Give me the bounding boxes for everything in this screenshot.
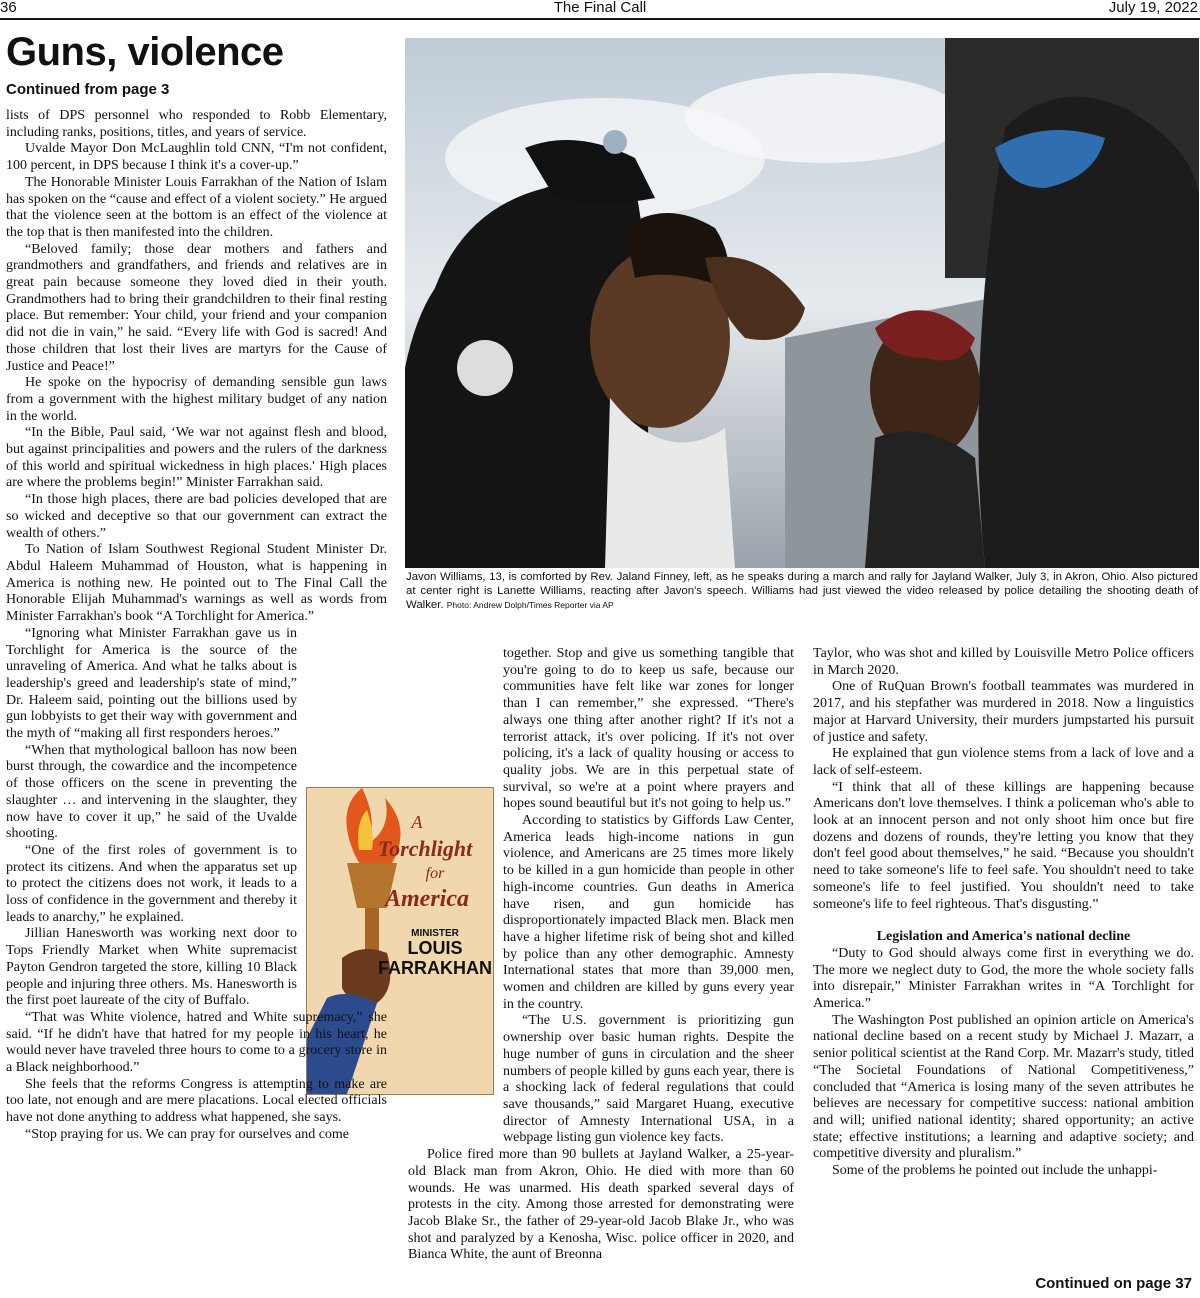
headline: Guns, violence — [6, 30, 284, 74]
paragraph: together. Stop and give us something tangible that you're going to do to keep us safe, because our communities have felt like war zones for longer than I can remember,” she expressed. “There's always one thing after another right? If it's not a terrorist attack, it's over policing. If it's not over policing, it's a lack of quality housing or access to quality jobs. We are in this perpetual state of survival, so we're at a point where prayers and hopes sound beautiful but it's not going to help us.” — [503, 646, 794, 812]
paragraph: “The U.S. government is prioritizing gun ownership over basic human rights. Despite the huge number of guns in circulation and the sheer numbers of people killed by guns each year, there is a shocking lack of federal regulations that could save thousands,” said Margaret Huang, executive director of Amnesty International USA, in a webpage listing gun violence key facts. — [503, 1013, 794, 1146]
article-column-2 — [408, 646, 794, 1292]
paragraph: “That was White violence, hatred and White supremacy,” she said. “If he didn't have that hatred for my people in his heart, he would never have traveled three hours to come to a grocery store in a Black neighborhood.” — [6, 1009, 387, 1076]
book-cover-wrap-space — [408, 780, 496, 1132]
paragraph: Jillian Hanesworth was working next door to Tops Friendly Market when White supremacist Payton Gendron targeted the store, killing 10 Black people and injuring three others. Ms. Hanesworth is the first poet laureate of the city of Buffalo. — [6, 926, 297, 1009]
article-column-3 — [813, 646, 1194, 1266]
book-cover-wrap-space — [297, 660, 387, 990]
paragraph: The Washington Post published an opinion article on America's national decline based on a recent study by Michael J. Mazarr, a senior political scientist at the Rand Corp. Mr. Mazarr's study, titled “The Societal Foundations of National Competitiveness,” concluded that “America is losing many of the seven attributes he believes are necessary for competitive success: national ambition and will; unified national identity; shared opportunity; an active state; effective institutions; a learning and adaptive society; and competitive diversity and pluralism.” — [813, 1012, 1194, 1162]
news-photo — [405, 38, 1199, 568]
paragraph: Taylor, who was shot and killed by Louisville Metro Police officers in March 2020. — [813, 646, 1194, 678]
page-header — [0, 0, 1200, 18]
book-title-for: for — [425, 865, 445, 882]
paragraph: According to statistics by Giffords Law Center, America leads high-income nations in gun violence, and Americans are 25 times more likely to be killed in a gun homicide than people in other high-income countries. Gun deaths in America have risen, and gun homicide has disproportionately impacted Black men. Black men have a higher lifetime risk of being shot and killed by police than any other demographic. Amnesty International states that more than 39,000 men, women and children are killed by guns every year in the country. — [503, 813, 794, 1012]
book-author-last: FARRAKHAN — [378, 958, 492, 978]
paragraph: One of RuQuan Brown's football teammates was murdered in 2017, and his stepfather was murdered in 2018. Now a linguistics major at Harvard University, their murders jumpstarted his pursuit of justice and safety. — [813, 679, 1194, 745]
publication-name: The Final Call — [553, 0, 647, 16]
issue-date: July 19, 2022 — [1108, 0, 1198, 16]
paragraph: lists of DPS personnel who responded to Robb Elementary, including ranks, positions, titles, and years of service. — [6, 108, 387, 140]
paragraph: To Nation of Islam Southwest Regional Student Minister Dr. Abdul Haleem Muhammad of Houston, what is happening in America is nothing new. He pointed out to The Final Call the Honorable Elijah Muhammad's warnings as well as words from Minister Farrakhan's book “A Torchlight for America.” — [6, 542, 387, 625]
continued-on: Continued on page 37 — [1035, 1275, 1192, 1292]
paragraph: “When that mythological balloon has now been burst through, the cowardice and the incompetence of those officers on the scene in preventing the slaughter … and intervening in the slaughter, they now have to cover it up,” he said of the Uvalde shooting. — [6, 742, 297, 842]
paragraph: She feels that the reforms Congress is attempting to make are too late, not enough and are mere placations. Local elected officials have not done anything to address what happened, she says. — [6, 1076, 387, 1126]
paragraph: “Duty to God should always come first in everything we do. The more we neglect duty to God, the more the whole society falls into disrepair,” Minister Farrakhan writes in “A Torchlight for America.” — [813, 945, 1194, 1012]
paragraph: He spoke on the hypocrisy of demanding sensible gun laws from a government with the highest military budget of any nation in the world. — [6, 375, 387, 424]
paragraph: “Ignoring what Minister Farrakhan gave us in Torchlight for America is the source of the unraveling of America. And what he talks about is leadership's greed and leadership's state of mind,” Dr. Haleem said, pointing out the billions used by gun lobbyists to get their way with government and the myth of “making all first responders heroes.” — [6, 625, 297, 742]
paragraph: “In the Bible, Paul said, ‘We war not against flesh and blood, but against principalities and powers and the rulers of the darkness of this world and spiritual wickedness in high places.' High places are where the problems begin!” Minister Farrakhan said. — [6, 425, 387, 491]
paragraph: He explained that gun violence stems from a lack of love and a lack of self-esteem. — [813, 746, 1194, 778]
photo-caption — [406, 570, 1198, 612]
paragraph: Some of the problems he pointed out include the unhappi- — [832, 1163, 1158, 1179]
paragraph: “In those high places, there are bad policies developed that are so wicked and deceptive so that our government can extract the wealth of others.” — [6, 492, 387, 541]
paragraph: “Stop praying for us. We can pray for ourselves and come — [25, 1126, 350, 1142]
continued-from: Continued from page 3 — [6, 81, 170, 98]
paragraph: “One of the first roles of government is to protect its citizens. And when the apparatus set up to protect the citizens does not work, it leads to a loss of confidence in the government and thereby it leads to anarchy,” he explained. — [6, 842, 297, 925]
paragraph: “I think that all of these killings are happening because Americans don't love themselves. I think a policeman who's able to look at an innocent person and not only shoot him once but fire dozens and dozens of rounds, they're letting you know that they don't feel good about themselves,” he said. “Because you shouldn't need to take someone's life to feel safe. You shouldn't need to take someone's life to feel justified. You shouldn't need to take someone's life to feel righteous. That's disgusting.” — [813, 779, 1194, 912]
article-column-1 — [6, 108, 387, 1296]
paragraph: The Honorable Minister Louis Farrakhan of the Nation of Islam has spoken on the “cause and effect of a violent society.” He argued that the violence seen at the bottom is an effect of the violence at the top that is then manifested into the children. — [6, 174, 387, 240]
book-author-prefix: MINISTER — [411, 928, 459, 939]
paragraph: Police fired more than 90 bullets at Jayland Walker, a 25-year-old Black man from Akron, Ohio. He died with more than 60 wounds. He was unarmed. His death sparked several days of protests in the city. Among those arrested for demonstrating were Jacob Blake Sr., the father of 29-year-old Jacob Blake Jr., who was shot and paralyzed by a Kenosha, Wisc. police officer in 2020, and Bianca White, the aunt of Breonna — [408, 1147, 794, 1263]
photo-credit: Photo: Andrew Dolph/Times Reporter via AP — [446, 600, 614, 610]
page-number: 36 — [0, 0, 17, 16]
header-rule — [0, 18, 1200, 20]
book-author-first: LOUIS — [407, 938, 463, 958]
book-title-word: Torchlight — [377, 836, 473, 861]
book-title-america: America — [385, 886, 469, 912]
caption-text: Javon Williams, 13, is comforted by Rev. Jaland Finney, left, as he speaks during a march and rally for Jayland Walker, July 3, in Akron, Ohio. Also pictured at center right is Lanette Williams, reacting after Javon's speech. Williams had just viewed the video released by police detailing the shooting death of Walker. — [406, 571, 1198, 611]
section-subhead: Legislation and America's national decline — [876, 929, 1131, 945]
book-title-a: A — [411, 812, 423, 832]
paragraph: “Beloved family; those dear mothers and fathers and grandmothers and grandfathers, and friends and relatives are in great pain because someone they loved died in their youth. Grandmothers had to bring their grandchildren to their final resting place. But remember: Your child, your friend and your companion did not die in vain,” he said. “Every life with God is sacred! And those children that lost their lives are martyrs for the Cause of Justice and Peace!” — [6, 241, 387, 374]
paragraph: Uvalde Mayor Don McLaughlin told CNN, “I'm not confident, 100 percent, in DPS because I think it's a cover-up.” — [6, 141, 387, 174]
